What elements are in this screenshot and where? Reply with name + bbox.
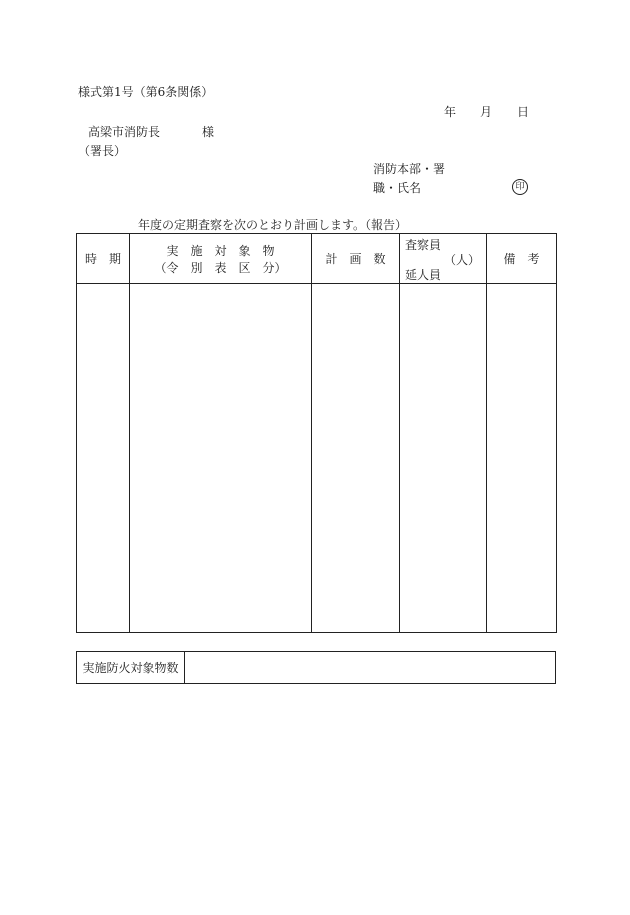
header-target-line1: 実 施 対 象 物 [166, 243, 275, 258]
cell-period[interactable] [77, 284, 130, 633]
header-target-line2: （令 別 表 区 分） [154, 260, 287, 275]
header-period: 時 期 [77, 234, 130, 284]
seal-icon: 印 [512, 179, 528, 195]
date-year: 年 [444, 105, 457, 119]
form-code: 様式第1号（第6条関係） [78, 85, 214, 99]
header-inspector [400, 234, 487, 284]
header-inspector-line2: 延人員 [405, 268, 442, 282]
header-remarks: 備 考 [487, 234, 557, 284]
intro-text: 年度の定期査察を次のとおり計画します。（報告） [138, 218, 408, 232]
header-inspector-line1: 査察員 [405, 238, 442, 252]
header-target [130, 234, 312, 284]
table-row [77, 284, 557, 633]
summary-label: 実施防火対象物数 [77, 652, 185, 684]
summary-table [76, 651, 556, 684]
addressee [88, 123, 214, 140]
sender-dept: 消防本部・署 [373, 162, 446, 176]
cell-remarks[interactable] [487, 284, 557, 633]
date-line [444, 103, 529, 120]
header-inspector-unit: （人） [443, 253, 480, 267]
date-month: 月 [480, 105, 493, 119]
date-day: 日 [517, 105, 530, 119]
sender-name-label: 職・氏名 [373, 181, 422, 195]
addressee-name: 高梁市消防長 [88, 125, 161, 139]
summary-value[interactable] [185, 652, 556, 684]
addressee-sub: （署長） [78, 144, 127, 158]
cell-count[interactable] [312, 284, 400, 633]
cell-target[interactable] [130, 284, 312, 633]
header-count: 計 画 数 [312, 234, 400, 284]
cell-inspector[interactable] [400, 284, 487, 633]
plan-table [76, 233, 557, 633]
honorific: 様 [202, 125, 215, 139]
plan-table-header [77, 234, 557, 284]
summary-row [77, 652, 556, 684]
